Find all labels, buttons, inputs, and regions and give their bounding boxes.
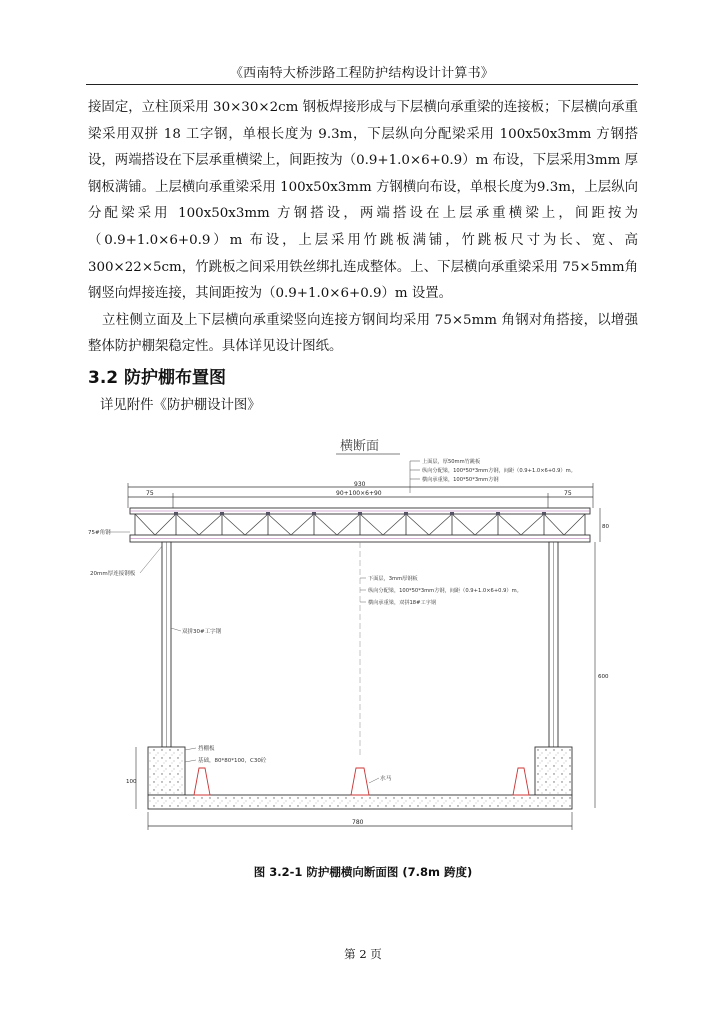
page-number: 第 2 页 (344, 947, 382, 961)
paragraph-1: 接固定，立柱顶采用 30×30×2cm 钢板焊接形成与下层横向承重梁的连接板；下层横向承重梁采用双拼 18 工字钢，单根长度为 9.3m，下层纵向分配梁采用 100x50x3mm 方钢搭设，两端搭设在下层承重横梁上，间距按为（0.9+1.0×6+0.9）m 布设，下层采用3mm 厚钢板满铺。上层横向承重梁采用 100x50x3mm 方钢横向布设，单根长度为9.3m，上层纵向分配梁采用 100x50x3mm 方钢搭设，两端搭设在上层承重横梁上，间距按为（0.9+1.0×6+0.9）m 布设，上层采用竹跳板满铺，竹跳板尺寸为长、宽、高300×22×5cm，竹跳板之间采用铁丝绑扎连成整体。上、下层横向承重梁采用 75×5mm角钢竖向焊接连接，其间距按为（0.9+1.0×6+0.9）m 设置。 (88, 100, 638, 302)
paragraph-2: 立柱侧立面及上下层横向承重梁竖向连接方钢间均采用 75×5mm 角钢对角搭接，以增强整体防护棚架稳定性。具体详见设计图纸。 (88, 312, 638, 355)
dim-left-end: 75 (146, 490, 154, 497)
water-barrier-left (194, 768, 210, 795)
left-column (162, 542, 171, 747)
section-heading: 3.2 防护棚布置图 (88, 367, 227, 388)
dim-right-end: 75 (564, 490, 572, 497)
dim-height: 600 (598, 674, 609, 680)
leader-block (185, 748, 196, 750)
water-barrier-center (351, 768, 369, 795)
dim-overall-top: 930 (354, 481, 366, 488)
right-column (549, 542, 558, 747)
left-foundation (148, 747, 185, 795)
label-water-barrier: 水马 (380, 776, 392, 782)
dim-beam-height: 80 (602, 524, 609, 530)
dim-overall-bottom: 780 (352, 819, 364, 826)
label-column: 双拼30#工字钢 (182, 629, 222, 635)
label-block: 挡棚板 (198, 746, 215, 752)
page-header: 《西南特大桥涉路工程防护结构设计计算书》 (229, 66, 494, 81)
top-note-2: 纵向分配梁，100*50*3mm方钢，间距（0.9+1.0×6+0.9）m。 (422, 468, 576, 474)
mid-note-1: 下面层，3mm厚钢板 (368, 576, 418, 582)
cross-section-drawing (88, 428, 638, 848)
figure-caption: 图 3.2-1 防护棚横向断面图 (7.8m 跨度) (253, 865, 473, 879)
mid-note-2: 纵向分配梁，100*50*3mm方钢，间距（0.9+1.0×6+0.9）m。 (368, 588, 522, 594)
label-angle-steel: 75#角钢 (88, 530, 111, 536)
top-note-1: 上面层，厚50mm竹跳板 (422, 459, 481, 465)
body-text (88, 95, 638, 419)
leader-connection-plate (140, 545, 163, 573)
water-barrier-right (513, 768, 529, 795)
leader-water-barrier (369, 778, 379, 783)
label-foundation: 基础，80*80*100，C30砼 (198, 758, 267, 764)
leader-column (171, 628, 181, 631)
figure-title: 横断面 (340, 439, 380, 454)
see-appendix-text: 详见附件《防护棚设计图》 (100, 397, 261, 413)
dim-base-height: 100 (126, 779, 137, 785)
dim-spans: 90+100×6+90 (336, 490, 382, 497)
ground-slab (148, 795, 572, 809)
leader-foundation (185, 760, 196, 762)
cross-section-figure (88, 428, 638, 848)
right-foundation (535, 747, 572, 795)
top-note-3: 横向承重梁，100*50*3mm方钢 (422, 477, 499, 483)
label-connection-plate: 20mm厚连接钢板 (90, 571, 136, 577)
mid-note-3: 横向承重梁，双拼18#工字钢 (368, 600, 437, 606)
header-divider (86, 84, 638, 85)
